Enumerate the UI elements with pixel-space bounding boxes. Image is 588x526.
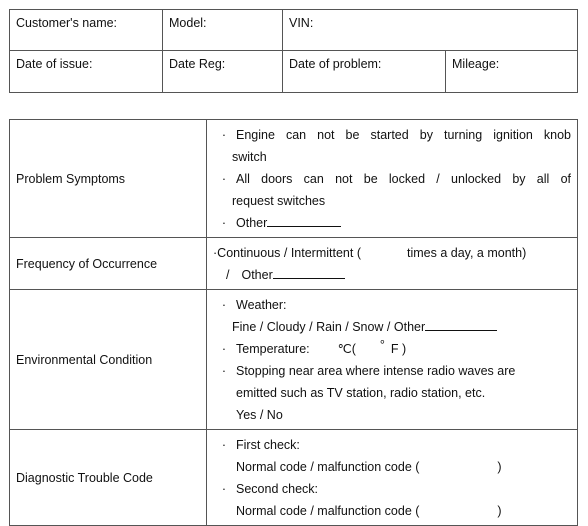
date-reg-field[interactable] <box>163 51 283 93</box>
frequency-body <box>207 238 578 290</box>
bullet-icon: · <box>221 342 227 356</box>
dtc-body <box>207 430 578 526</box>
environment-label: Environmental Condition <box>10 290 207 430</box>
vin-field[interactable] <box>283 10 578 51</box>
frequency-row <box>10 238 578 290</box>
radio-waves-text: Stopping near area where intense radio waves are <box>236 364 516 378</box>
frequency-other-blank[interactable] <box>273 266 345 279</box>
date-of-issue-label: Date of issue: <box>16 57 93 71</box>
customer-name-label: Customer's name: <box>16 16 118 30</box>
weather-options-text: Fine / Cloudy / Rain / Snow / Other <box>232 320 426 334</box>
first-check-code-text: Normal code / malfunction code ( <box>236 460 420 474</box>
second-check-code-text: Normal code / malfunction code ( <box>236 504 420 518</box>
date-of-issue-field[interactable] <box>10 51 163 93</box>
vehicle-info-table <box>9 9 578 93</box>
yes-no-options[interactable]: Yes / No <box>236 408 283 422</box>
date-of-problem-label: Date of problem: <box>289 57 382 71</box>
bullet-icon: · <box>221 438 227 452</box>
temperature-fahrenheit-text: F ) <box>390 342 407 356</box>
symptoms-body <box>207 120 578 238</box>
degree-symbol: ° <box>379 338 385 352</box>
dtc-label: Diagnostic Trouble Code <box>10 430 207 526</box>
symptoms-row <box>10 120 578 238</box>
bullet-icon: · <box>221 482 227 496</box>
frequency-continuous-text: ·Continuous / Intermittent ( <box>213 246 361 260</box>
bullet-icon: · <box>221 216 227 230</box>
dtc-row <box>10 430 578 526</box>
symptom-doors-text-cont: request switches <box>232 194 326 208</box>
bullet-icon: · <box>221 298 227 312</box>
vin-label: VIN: <box>289 16 314 30</box>
symptom-engine-text: Engine can not be started by turning ignition knob <box>236 128 571 142</box>
model-field[interactable] <box>163 10 283 51</box>
symptom-other-blank[interactable] <box>267 214 341 227</box>
mileage-label: Mileage: <box>452 57 500 71</box>
weather-other-blank[interactable] <box>425 318 497 331</box>
first-check-label: First check: <box>236 438 300 452</box>
frequency-other-label: Other <box>241 268 273 282</box>
second-check-code-close: ) <box>497 504 502 518</box>
frequency-separator: / <box>226 268 230 282</box>
first-check-code-close: ) <box>497 460 502 474</box>
date-of-problem-field[interactable] <box>283 51 446 93</box>
symptom-doors-text: All doors can not be locked / unlocked by all of <box>236 172 571 186</box>
temperature-label: Temperature: <box>236 342 310 356</box>
bullet-icon: · <box>221 364 227 378</box>
bullet-icon: · <box>221 128 227 142</box>
weather-label: Weather: <box>236 298 287 312</box>
frequency-label: Frequency of Occurrence <box>10 238 207 290</box>
symptoms-label: Problem Symptoms <box>10 120 207 238</box>
temperature-celsius-text: ℃( <box>337 342 356 356</box>
customer-name-field[interactable] <box>10 10 163 51</box>
environment-row <box>10 290 578 430</box>
date-reg-label: Date Reg: <box>169 57 226 71</box>
symptom-other-label: Other <box>236 216 268 230</box>
symptom-engine-text-cont: switch <box>232 150 267 164</box>
radio-waves-text-cont: emitted such as TV station, radio station, etc. <box>236 386 486 400</box>
model-label: Model: <box>169 16 207 30</box>
bullet-icon: · <box>221 172 227 186</box>
environment-body <box>207 290 578 430</box>
second-check-label: Second check: <box>236 482 318 496</box>
mileage-field[interactable] <box>446 51 578 93</box>
frequency-times-text: times a day, a month) <box>406 246 527 260</box>
problem-details-table <box>9 119 578 526</box>
